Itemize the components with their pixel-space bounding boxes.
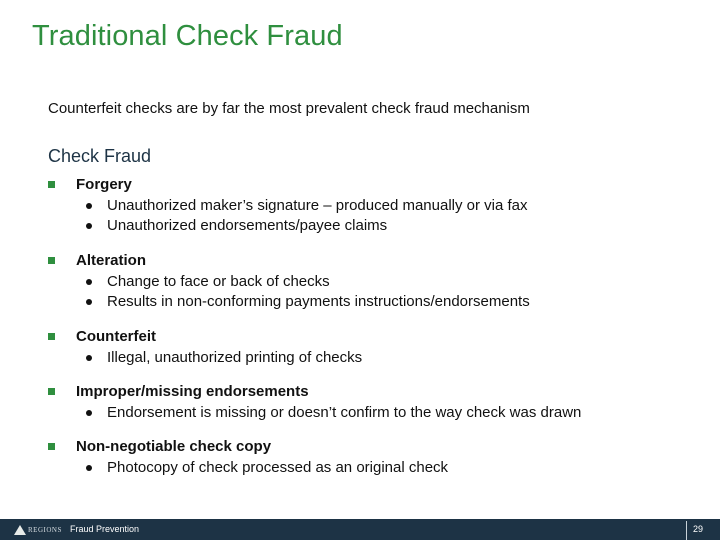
page-number: 29 bbox=[693, 524, 704, 534]
round-bullet-icon bbox=[86, 465, 92, 471]
list-item bbox=[48, 326, 708, 368]
square-bullet-icon bbox=[48, 443, 55, 450]
sub-item-text: Unauthorized endorsements/payee claims bbox=[107, 217, 388, 234]
slide-title: Traditional Check Fraud bbox=[32, 20, 343, 52]
list-item-heading bbox=[48, 174, 708, 196]
list-item-heading bbox=[48, 250, 708, 272]
sub-item bbox=[48, 403, 708, 423]
list-item bbox=[48, 436, 708, 478]
list-item-label: Non-negotiable check copy bbox=[76, 438, 272, 455]
sub-item bbox=[48, 272, 708, 292]
company-logo bbox=[14, 523, 62, 536]
square-bullet-icon bbox=[48, 181, 55, 188]
sub-item-text: Endorsement is missing or doesn’t confirm to the way check was drawn bbox=[107, 404, 582, 421]
round-bullet-icon bbox=[86, 279, 92, 285]
fraud-type-list bbox=[48, 174, 708, 478]
sub-item bbox=[48, 292, 708, 312]
list-item bbox=[48, 174, 708, 236]
sub-item bbox=[48, 196, 708, 216]
list-item bbox=[48, 250, 708, 312]
list-item-heading bbox=[48, 436, 708, 458]
sub-item-text: Illegal, unauthorized printing of checks bbox=[107, 349, 363, 366]
list-item-heading bbox=[48, 326, 708, 348]
round-bullet-icon bbox=[86, 203, 92, 209]
sub-item bbox=[48, 458, 708, 478]
sub-item bbox=[48, 348, 708, 368]
intro-text: Counterfeit checks are by far the most prevalent check fraud mechanism bbox=[48, 100, 530, 117]
sub-item-text: Photocopy of check processed as an original check bbox=[107, 459, 449, 476]
square-bullet-icon bbox=[48, 333, 55, 340]
list-item-label: Forgery bbox=[76, 176, 132, 193]
footer-label: Fraud Prevention bbox=[70, 524, 140, 534]
list-item-label: Improper/missing endorsements bbox=[76, 383, 309, 400]
list-item-label: Counterfeit bbox=[76, 328, 156, 345]
round-bullet-icon bbox=[86, 355, 92, 361]
sub-item bbox=[48, 216, 708, 236]
sub-item-text: Results in non-conforming payments instructions/endorsements bbox=[107, 293, 530, 310]
footer-bar bbox=[0, 519, 720, 540]
list-item-heading bbox=[48, 381, 708, 403]
sub-item-text: Change to face or back of checks bbox=[107, 273, 330, 290]
square-bullet-icon bbox=[48, 257, 55, 264]
square-bullet-icon bbox=[48, 388, 55, 395]
round-bullet-icon bbox=[86, 410, 92, 416]
round-bullet-icon bbox=[86, 223, 92, 229]
logo-text: REGIONS bbox=[28, 525, 62, 534]
list-item-label: Alteration bbox=[76, 252, 147, 269]
footer-divider bbox=[686, 521, 687, 540]
triangle-logo-icon bbox=[14, 525, 26, 535]
sub-item-text: Unauthorized maker’s signature – produced manually or via fax bbox=[107, 197, 528, 214]
section-heading: Check Fraud bbox=[48, 146, 152, 166]
round-bullet-icon bbox=[86, 299, 92, 305]
list-item bbox=[48, 381, 708, 423]
